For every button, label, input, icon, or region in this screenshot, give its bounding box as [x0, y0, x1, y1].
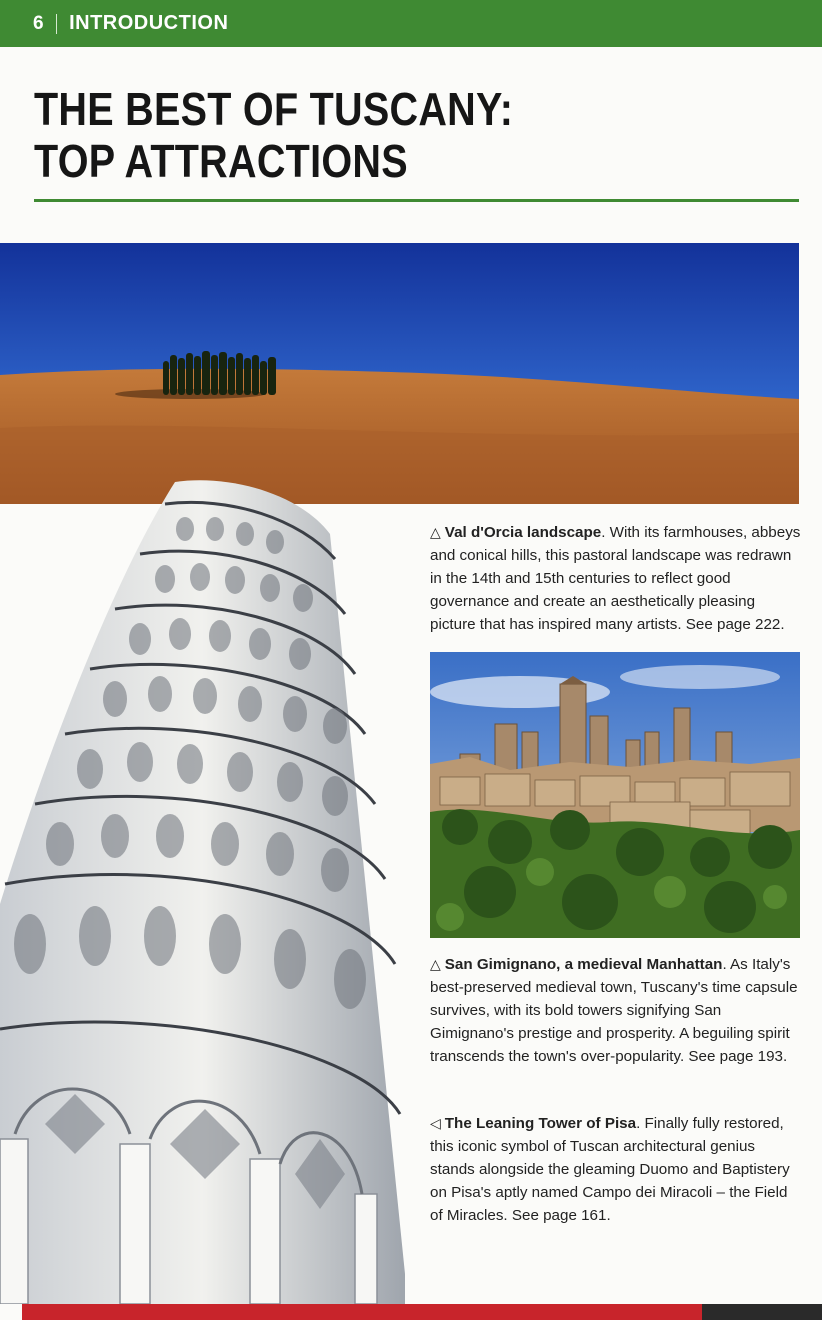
section-label: INTRODUCTION — [69, 12, 229, 34]
caption-lead: Val d'Orcia landscape — [444, 524, 602, 541]
running-header — [0, 0, 822, 47]
caption-san-gimignano — [430, 953, 802, 1068]
page-title-line-1: THE BEST OF TUSCANY: — [34, 83, 514, 135]
caption-marker-left: ◁ — [430, 1115, 441, 1131]
title-rule — [34, 199, 799, 202]
header-divider — [56, 14, 57, 34]
caption-text: . Finally fully restored, this iconic symbol of Tuscan architectural genius stands alongside the gleaming Duomo and Baptistery on Pisa's aptly named Campo dei Miracoli – the Field of Miracles. See page 161. — [430, 1115, 790, 1224]
caption-text: . As Italy's best-preserved medieval town, Tuscany's time capsule survives, with its bold towers signifying San Gimignano's prestige and prosperity. A beguiling spirit transcends the town's over-popularity. See page 193. — [430, 956, 798, 1065]
footer-bar-dark — [702, 1304, 822, 1320]
val-dorcia-photo — [0, 243, 799, 504]
page-number: 6 — [33, 12, 45, 34]
caption-marker-up: △ — [430, 524, 441, 540]
page-title — [34, 83, 513, 187]
caption-lead: San Gimignano, a medieval Manhattan — [444, 956, 723, 973]
caption-marker-up: △ — [430, 956, 441, 972]
footer-bar — [22, 1304, 702, 1320]
caption-leaning-tower — [430, 1112, 802, 1227]
caption-val-dorcia — [430, 521, 802, 636]
caption-text: . With its farmhouses, abbeys and conical hills, this pastoral landscape was redrawn in the 14th and 15th centuries to reflect good governance and create an aesthetically pleasing picture that has inspired many artists. See page 222. — [430, 524, 801, 633]
page-title-line-2: TOP ATTRACTIONS — [34, 135, 408, 187]
caption-lead: The Leaning Tower of Pisa — [444, 1115, 637, 1132]
leaning-tower-photo — [0, 474, 408, 1304]
san-gimignano-photo — [430, 652, 800, 938]
